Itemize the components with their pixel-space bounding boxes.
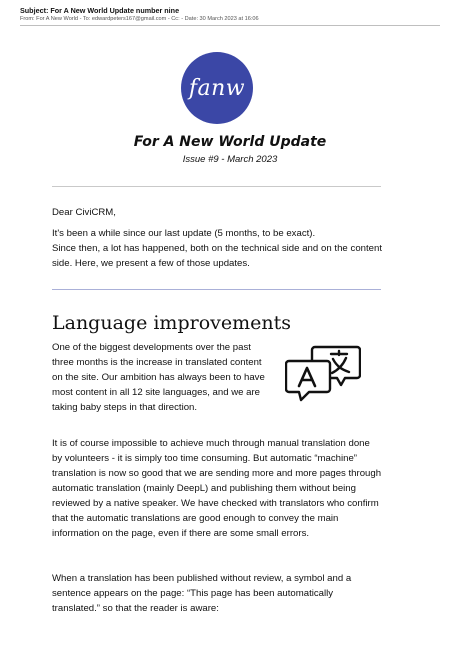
newsletter-title: For A New World Update: [133, 134, 327, 150]
intro-line-1: It's been a while since our last update (5 months, to be exact).: [52, 228, 316, 239]
intro-line-2: Since then, a lot has happened, both on the technical side and on the content side. Here, we present a few of those updates.: [52, 243, 382, 269]
issue-label: Issue #9 - March 2023: [182, 154, 278, 165]
email-meta: From: For A New World - To: edwardpeters167@gmail.com - Cc: - Date: 30 March 2023 at 16:06: [20, 16, 259, 22]
section-heading: Language improvements: [52, 312, 291, 334]
logo-text: fanw: [188, 75, 246, 101]
divider-top: [52, 186, 381, 187]
section-paragraph-2: It is of course impossible to achieve much through manual translation done by volunteers - it is simply too time consuming. But automatic “machine” translation is now so good that we are sending more and more pages through automatic translation (mainly DeepL) and publishing them without being reviewed by a native speaker. We have checked with translators who confirm that the automatic translations are good enough to convey the main information on the page, even if there are some small errors.: [52, 438, 382, 539]
email-header: [20, 0, 440, 26]
section-paragraph-3: When a translation has been published without review, a symbol and a sentence appears on the page: “This page has been automatically translated.” so that the reader is aware:: [52, 573, 352, 614]
section-paragraph-1: One of the biggest developments over the past three months is the increase in translated content on the site. Our ambition has always been to have most content in all 12 site languages, and we are taking baby steps in that direction.: [52, 342, 265, 413]
email-subject: Subject: For A New World Update number nine: [20, 6, 180, 15]
header-divider: [20, 25, 440, 26]
divider-mid: [52, 289, 381, 290]
greeting: Dear CiviCRM,: [52, 207, 116, 218]
translate-icon: [285, 345, 361, 403]
fanw-logo: [181, 52, 253, 124]
